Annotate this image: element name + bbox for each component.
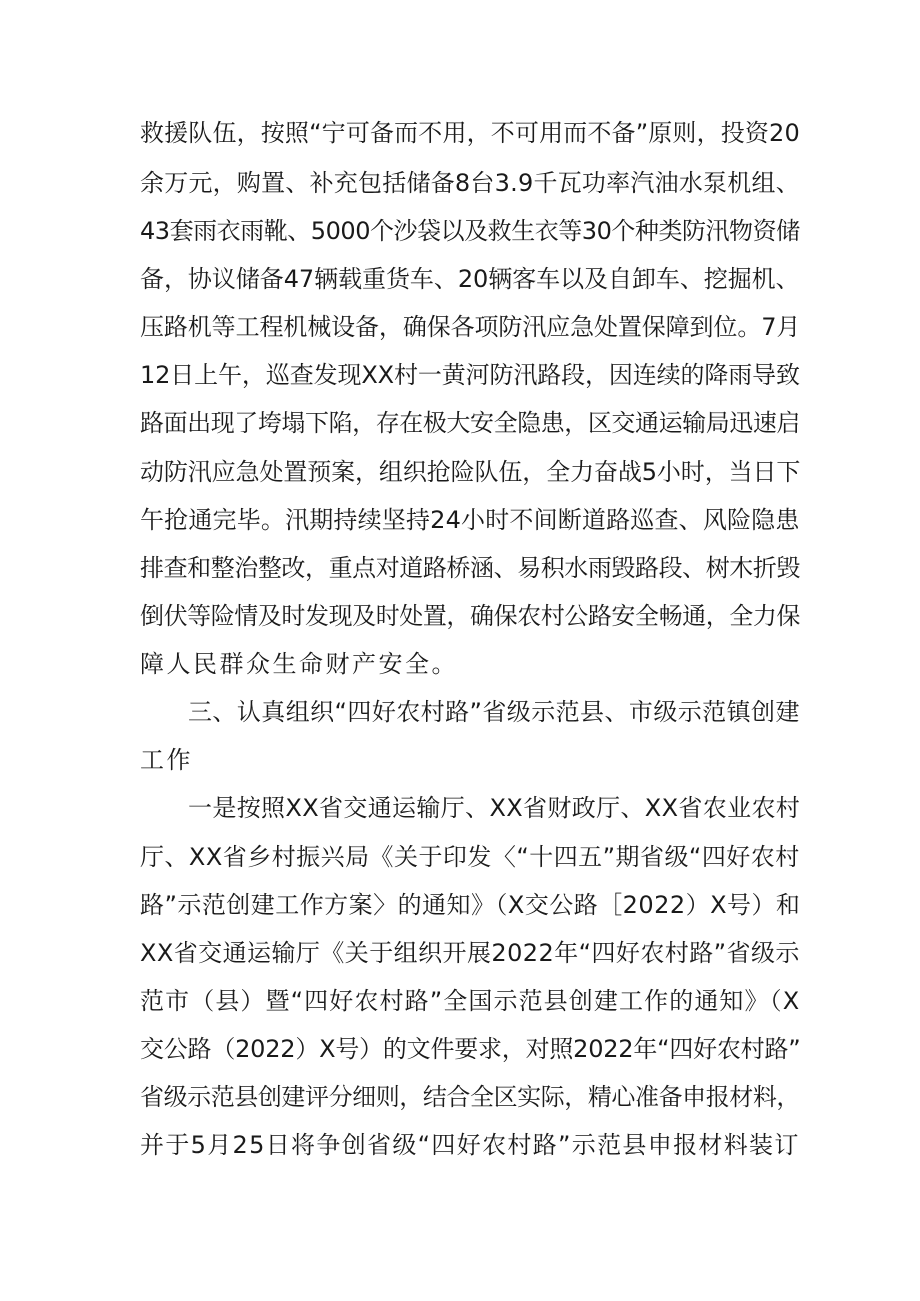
text-line: 倒伏等险情及时发现及时处置，确保农村公路安全畅通，全力保 (140, 602, 800, 630)
text-line: XX省交通运输厅《关于组织开展2022年“四好农村路”省级示 (140, 939, 800, 967)
text-line: 省级示范县创建评分细则，结合全区实际，精心准备申报材料， (140, 1083, 800, 1111)
text-line: 43套雨衣雨靴、5000个沙袋以及救生衣等30个种类防汛物资储 (140, 217, 800, 245)
text-line: 压路机等工程机械设备，确保各项防汛应急处置保障到位。7月 (140, 313, 801, 341)
section-heading: 三、认真组织“四好农村路”省级示范县、市级示范镇创建 (188, 698, 800, 726)
text-line: 救援队伍，按照“宁可备而不用，不可用而不备”原则，投资20 (140, 119, 800, 147)
text-line: 障人民群众生命财产安全。 (140, 650, 458, 678)
text-line: 一是按照XX省交通运输厅、XX省财政厅、XX省农业农村 (188, 794, 801, 822)
text-line: 交公路（2022）X号）的文件要求，对照2022年“四好农村路” (140, 1035, 801, 1063)
text-line: 厅、XX省乡村振兴局《关于印发〈“十四五”期省级“四好农村 (140, 843, 800, 871)
text-line: 动防汛应急处置预案，组织抢险队伍，全力奋战5小时，当日下 (140, 458, 801, 486)
text-line: 路”示范创建工作方案〉的通知》（X交公路［2022）X号）和 (140, 891, 801, 919)
section-heading-continued: 工作 (140, 746, 193, 774)
text-line: 备，协议储备47辆载重货车、20辆客车以及自卸车、挖掘机、 (140, 265, 800, 293)
text-line: 12日上午，巡查发现XX村一黄河防汛路段，因连续的降雨导致 (140, 361, 800, 389)
text-line: 午抢通完毕。汛期持续坚持24小时不间断道路巡查、风险隐患 (140, 506, 800, 534)
text-line: 排查和整治整改，重点对道路桥涵、易积水雨毁路段、树木折毁 (140, 554, 800, 582)
text-line: 并于5月25日将争创省级“四好农村路”示范县申报材料装订 (140, 1131, 800, 1159)
text-line: 范市（县）暨“四好农村路”全国示范县创建工作的通知》（X (140, 987, 801, 1015)
text-line: 路面出现了垮塌下陷，存在极大安全隐患，区交通运输局迅速启 (140, 409, 800, 437)
text-line: 余万元，购置、补充包括储备8台3.9千瓦功率汽油水泵机组、 (140, 169, 800, 197)
